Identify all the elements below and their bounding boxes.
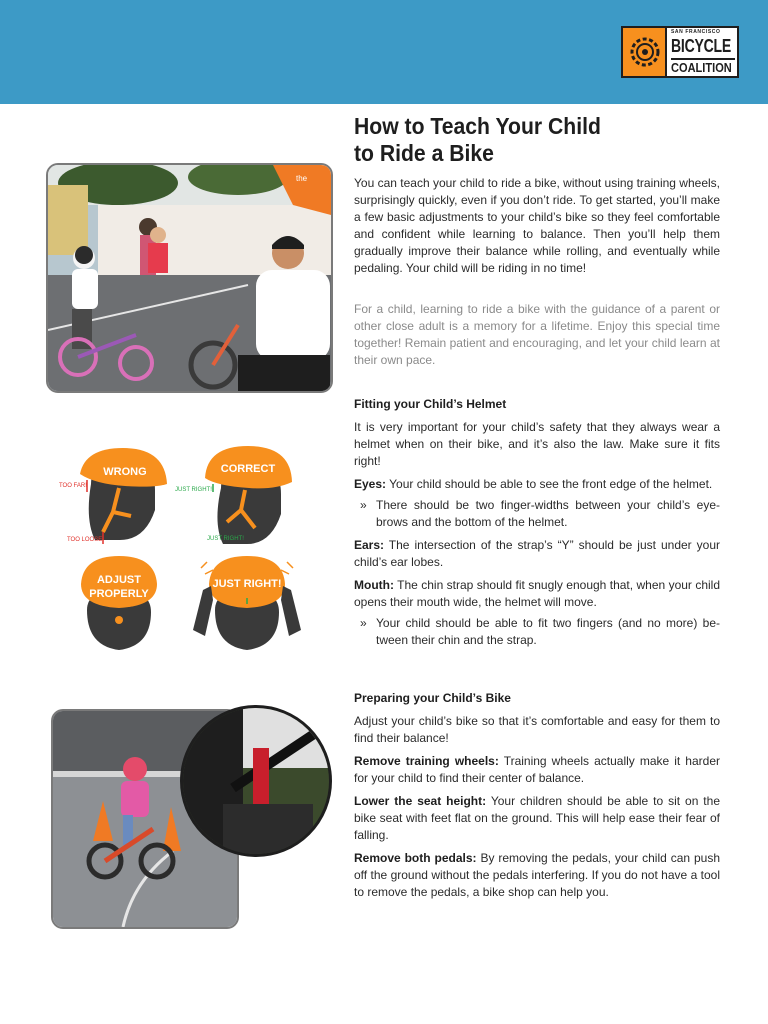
mouth-label: Mouth: <box>354 578 394 592</box>
adjust-line-2: PROPERLY <box>89 588 149 600</box>
training-wheels-label: Remove training wheels: <box>354 754 499 768</box>
seat-height-text: Your children should be able to sit on the bike seat with feet flat on the ground. This will help ease their fear of falling. <box>354 794 720 842</box>
title-line-1: How to Teach Your Child <box>354 113 601 139</box>
seat-height-paragraph <box>354 793 720 844</box>
mouth-bullet-text: Your child should be able to fit two fingers (and no more) be-tween their chin and the strap. <box>376 616 720 647</box>
eyes-paragraph <box>354 476 720 493</box>
too-far-label: TOO FAR! <box>59 483 87 489</box>
just-right-big-label: JUST RIGHT! <box>212 578 282 590</box>
logo-word-coalition: COALITION <box>671 60 732 75</box>
training-wheels-text: Training wheels actually make it harder for your child to find their center of balance. <box>354 754 720 785</box>
eyes-bullet-text: There should be two finger-widths between your child’s eye-brows and the bottom of the helmet. <box>376 498 720 529</box>
eyes-label: Eyes: <box>354 477 387 491</box>
wrong-label: WRONG <box>103 466 147 478</box>
ears-label: Ears: <box>354 538 385 552</box>
page-title <box>354 113 704 167</box>
bicycle-coalition-logo[interactable] <box>621 26 739 78</box>
intro-block <box>354 175 720 277</box>
pedals-label: Remove both pedals: <box>354 851 477 865</box>
adjust-line-1: ADJUST <box>96 574 142 586</box>
just-right-top-label: JUST RIGHT! <box>175 487 212 493</box>
intro-paragraph: You can teach your child to ride a bike, without using training wheels, surprisingly quickly, even if you don’t ride. To get started, you’ll make a few basic adjustments to your child’s bike so they feel comfortable and confident while learning to balance. Then you’ll help them gradually improve their balance while rolling, and eventually while pedaling. Your child will be riding in no time! <box>354 176 720 275</box>
helmet-fit-diagram <box>55 440 335 660</box>
bike-intro: Adjust your child’s bike so that it’s comfortable and easy for them to find their balance! <box>354 714 720 745</box>
eyes-text: Your child should be able to see the front edge of the helmet. <box>386 477 713 491</box>
ears-text: The intersection of the strap’s “Y” should be just under your child’s ear lobes. <box>354 538 720 569</box>
pedals-paragraph <box>354 850 720 901</box>
helmet-intro: It is very important for your child’s safety that they always wear a helmet when on their bike, and it’s also the law. Make sure it fits right! <box>354 420 720 468</box>
correct-label: CORRECT <box>220 463 276 475</box>
pedal-removed-closeup-photo <box>180 705 332 857</box>
logo-top-line: SAN FRANCISCO <box>671 29 721 35</box>
mouth-text: The chin strap should fit snugly enough that, when your child opens their mouth wide, the helmet will move. <box>354 578 720 609</box>
bullet-mark: » <box>360 498 367 512</box>
just-right-hands-figure <box>193 556 301 650</box>
just-right-bottom-label: JUST RIGHT! <box>207 536 244 542</box>
helmet-heading: Fitting your Child’s Helmet <box>354 397 507 411</box>
mouth-bullet <box>354 615 720 649</box>
kids-bikes-photo <box>46 163 333 393</box>
seat-height-label: Lower the seat height: <box>354 794 487 808</box>
adjust-properly-figure <box>81 556 157 650</box>
bike-heading: Preparing your Child’s Bike <box>354 691 511 705</box>
note-paragraph: For a child, learning to ride a bike with the guidance of a parent or other close adult is a memory for a lifetime. Enjoy this special time together! Remain patient and encouraging, and let your child learn at their own pace. <box>354 302 720 367</box>
helmet-section <box>354 396 720 649</box>
bike-section <box>354 690 720 901</box>
training-wheels-paragraph <box>354 753 720 787</box>
wrong-helmet-figure <box>80 448 167 540</box>
bullet-mark: » <box>360 616 367 630</box>
mouth-paragraph <box>354 577 720 611</box>
chain-wheel-icon <box>623 28 667 76</box>
note-block <box>354 301 720 369</box>
tent-text: the <box>296 174 308 183</box>
too-loose-label: TOO LOOSE! <box>67 537 104 543</box>
correct-helmet-figure <box>205 446 292 544</box>
logo-word-bicycle: BICYCLE <box>671 36 731 56</box>
eyes-bullet <box>354 497 720 531</box>
title-line-2: to Ride a Bike <box>354 140 494 166</box>
ears-paragraph <box>354 537 720 571</box>
pedals-text: By removing the pedals, your child can push off the ground without the pedals interfering. If you do not have a tool to remove the pedals, a bike shop can help you. <box>354 851 720 899</box>
